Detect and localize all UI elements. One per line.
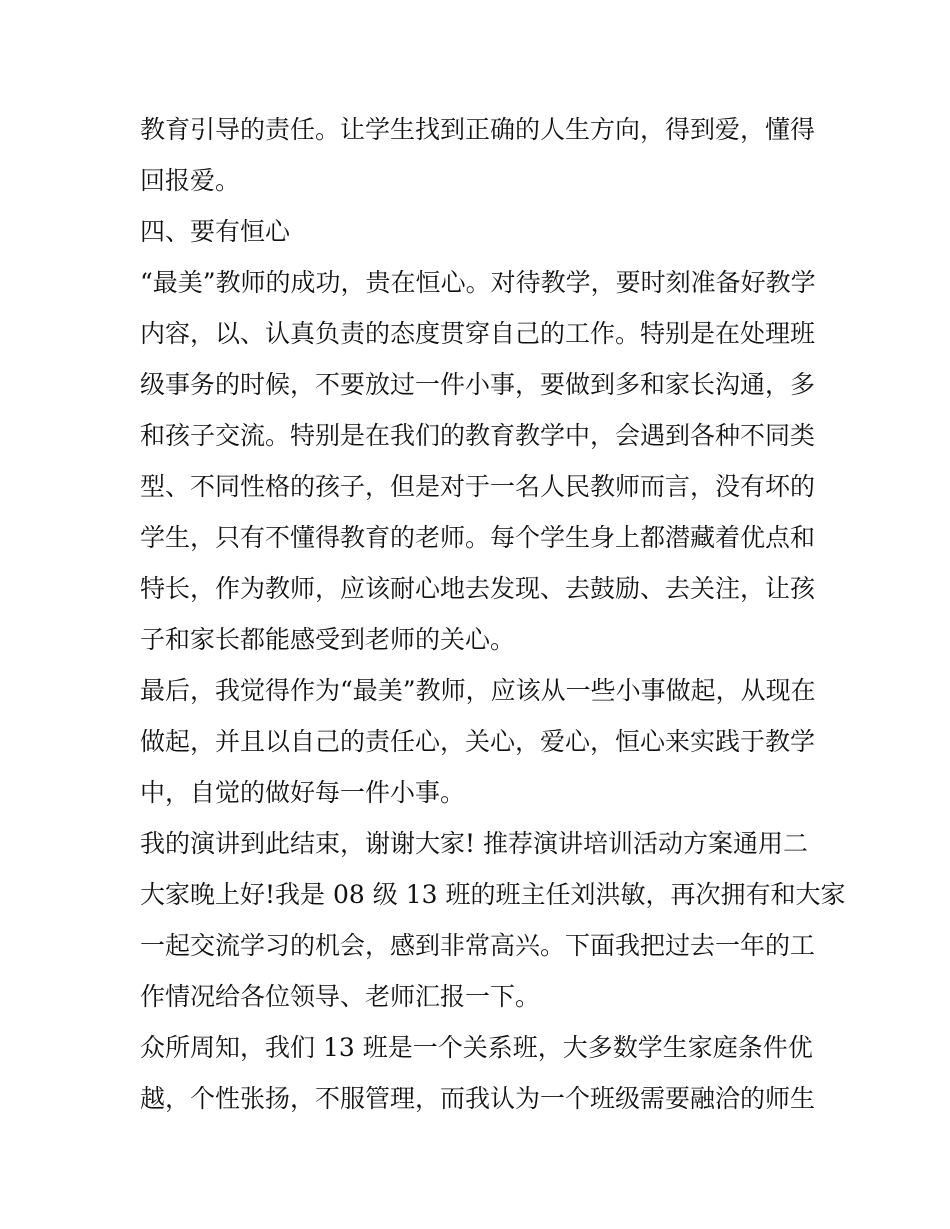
text-line: 特长，作为教师，应该耐心地去发现、去鼓励、去关注，让孩 bbox=[140, 574, 816, 603]
text-line: 做起，并且以自己的责任心，关心，爱心，恒心来实践于教学 bbox=[140, 727, 816, 756]
text-line: 型、不同性格的孩子，但是对于一名人民教师而言，没有坏的 bbox=[140, 472, 816, 501]
text-line: “最美”教师的成功，贵在恒心。对待教学，要时刻准备好教学 bbox=[140, 268, 816, 297]
text-line: 中，自觉的做好每一件小事。 bbox=[140, 778, 466, 807]
section-heading: 四、要有恒心 bbox=[140, 217, 291, 246]
text-line: 最后，我觉得作为“最美”教师，应该从一些小事做起，从现在 bbox=[140, 676, 816, 705]
text-line: 作情况给各位领导、老师汇报一下。 bbox=[140, 982, 541, 1011]
text-line: 回报爱。 bbox=[140, 166, 241, 195]
text-line: 级事务的时候，不要放过一件小事，要做到多和家长沟通，多 bbox=[140, 370, 816, 399]
document-body bbox=[140, 104, 846, 1124]
text-line: 教育引导的责任。让学生找到正确的人生方向，得到爱，懂得 bbox=[140, 115, 816, 144]
text-line: 众所周知，我们 13 班是一个关系班，大多数学生家庭条件优 bbox=[140, 1033, 813, 1062]
text-line: 我的演讲到此结束，谢谢大家! 推荐演讲培训活动方案通用二 bbox=[140, 829, 808, 858]
text-line: 和孩子交流。特别是在我们的教育教学中，会遇到各种不同类 bbox=[140, 421, 816, 450]
text-line: 大家晚上好!我是 08 级 13 班的班主任刘洪敏，再次拥有和大家 bbox=[140, 880, 846, 909]
text-line: 一起交流学习的机会，感到非常高兴。下面我把过去一年的工 bbox=[140, 931, 816, 960]
text-line: 越，个性张扬，不服管理，而我认为一个班级需要融洽的师生 bbox=[140, 1084, 816, 1113]
text-line: 子和家长都能感受到老师的关心。 bbox=[140, 625, 516, 654]
text-line: 内容，以、认真负责的态度贯穿自己的工作。特别是在处理班 bbox=[140, 319, 816, 348]
text-line: 学生，只有不懂得教育的老师。每个学生身上都潜藏着优点和 bbox=[140, 523, 816, 552]
